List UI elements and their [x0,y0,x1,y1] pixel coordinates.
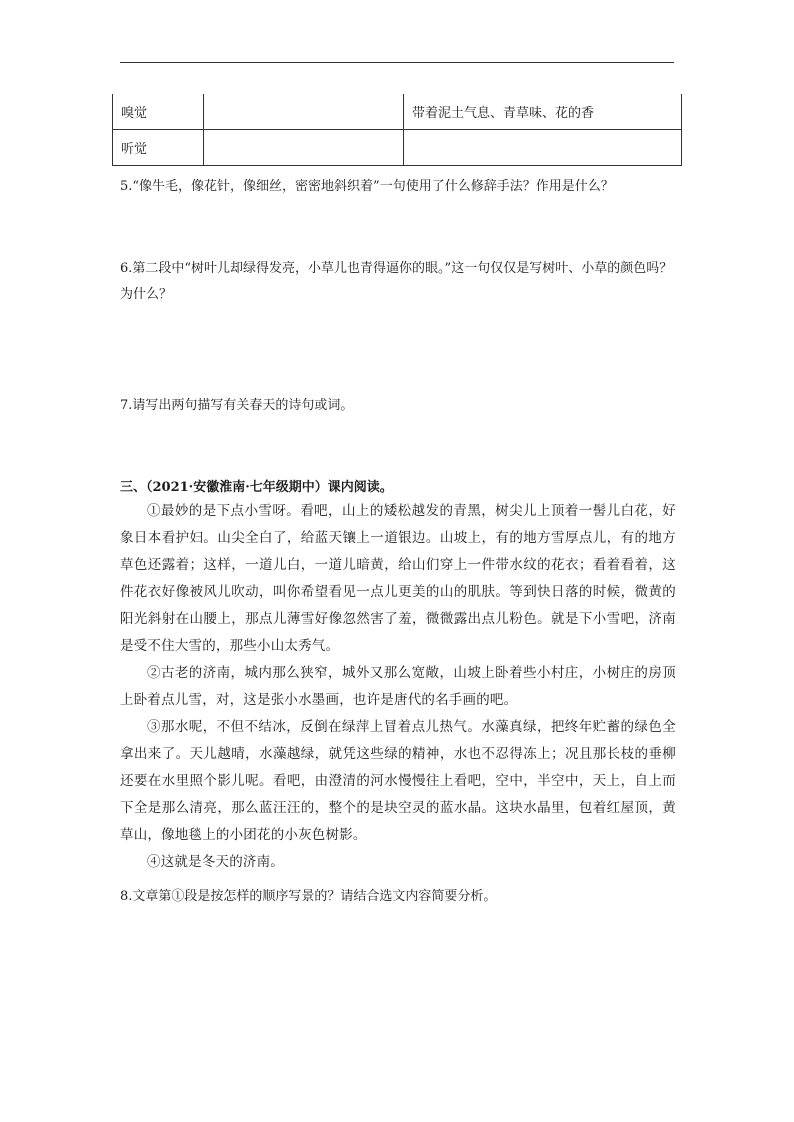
question-8: 8.文章第①段是按怎样的顺序写景的？请结合选文内容简要分析。 [120,889,497,904]
table-row [113,130,682,166]
passage-paragraph-1: ①最妙的是下点小雪呀。看吧，山上的矮松越发的青黑，树尖儿上顶着一髻儿白花，好象日本看护妇。山尖全白了，给蓝天镶上一道银边。山坡上，有的地方雪厚点儿，有的地方草色还露着；这样，一道儿白，一道儿暗黄，给山们穿上一件带水纹的花衣；看着看着，这件花衣好像被风儿吹动，叫你希望看见一点儿更美的山的肌肤。等到快日落的时候，微黄的阳光斜射在山腰上，那点儿薄雪好像忽然害了羞，微微露出点儿粉色。就是下小雪吧，济南是受不住大雪的，那些小山太秀气。 [120,503,676,654]
table-cell-blank [204,130,404,166]
passage-paragraph-3: ③那水呢，不但不结冰，反倒在绿萍上冒着点儿热气。水藻真绿，把终年贮蓄的绿色全拿出来了。天儿越晴，水藻越绿，就凭这些绿的精神，水也不忍得冻上；况且那长枝的垂柳还要在水里照个影儿呢。看吧，由澄清的河水慢慢往上看吧，空中，半空中，天上，自上而下全是那么清亮，那么蓝汪汪的，整个的是块空灵的蓝水晶。这块水晶里，包着红屋顶，黄草山，像地毯上的小团花的小灰色树影。 [120,719,676,843]
table-cell-blank [204,94,404,130]
table-cell-description [404,130,682,166]
question-5: 5.“像牛毛，像花针，像细丝，密密地斜织着”一句使用了什么修辞手法？作用是什么？ [120,179,614,194]
table-cell-sense: 嗅觉 [113,94,204,130]
reading-passage [120,498,676,876]
senses-table [112,94,682,166]
table-cell-description: 带着泥土气息、青草味、花的香 [404,94,682,130]
section-3-title: 三、（2021·安徽淮南·七年级期中）课内阅读。 [120,480,393,495]
table-cell-sense: 听觉 [113,130,204,166]
header-rule [120,62,674,63]
question-7: 7.请写出两句描写有关春天的诗句或词。 [120,398,354,413]
question-6: 6.第二段中“树叶儿却绿得发亮，小草儿也青得逼你的眼。”这一句仅仅是写树叶、小草的颜色吗？为什么？ [120,261,673,302]
passage-paragraph-4: ④这就是冬天的济南。 [147,854,284,870]
passage-paragraph-2: ②古老的济南，城内那么狭窄，城外又那么宽敞，山坡上卧着些小村庄，小树庄的房顶上卧着点儿雪，对，这是张小水墨画，也许是唐代的名手画的吧。 [120,665,676,708]
table-row [113,94,682,130]
